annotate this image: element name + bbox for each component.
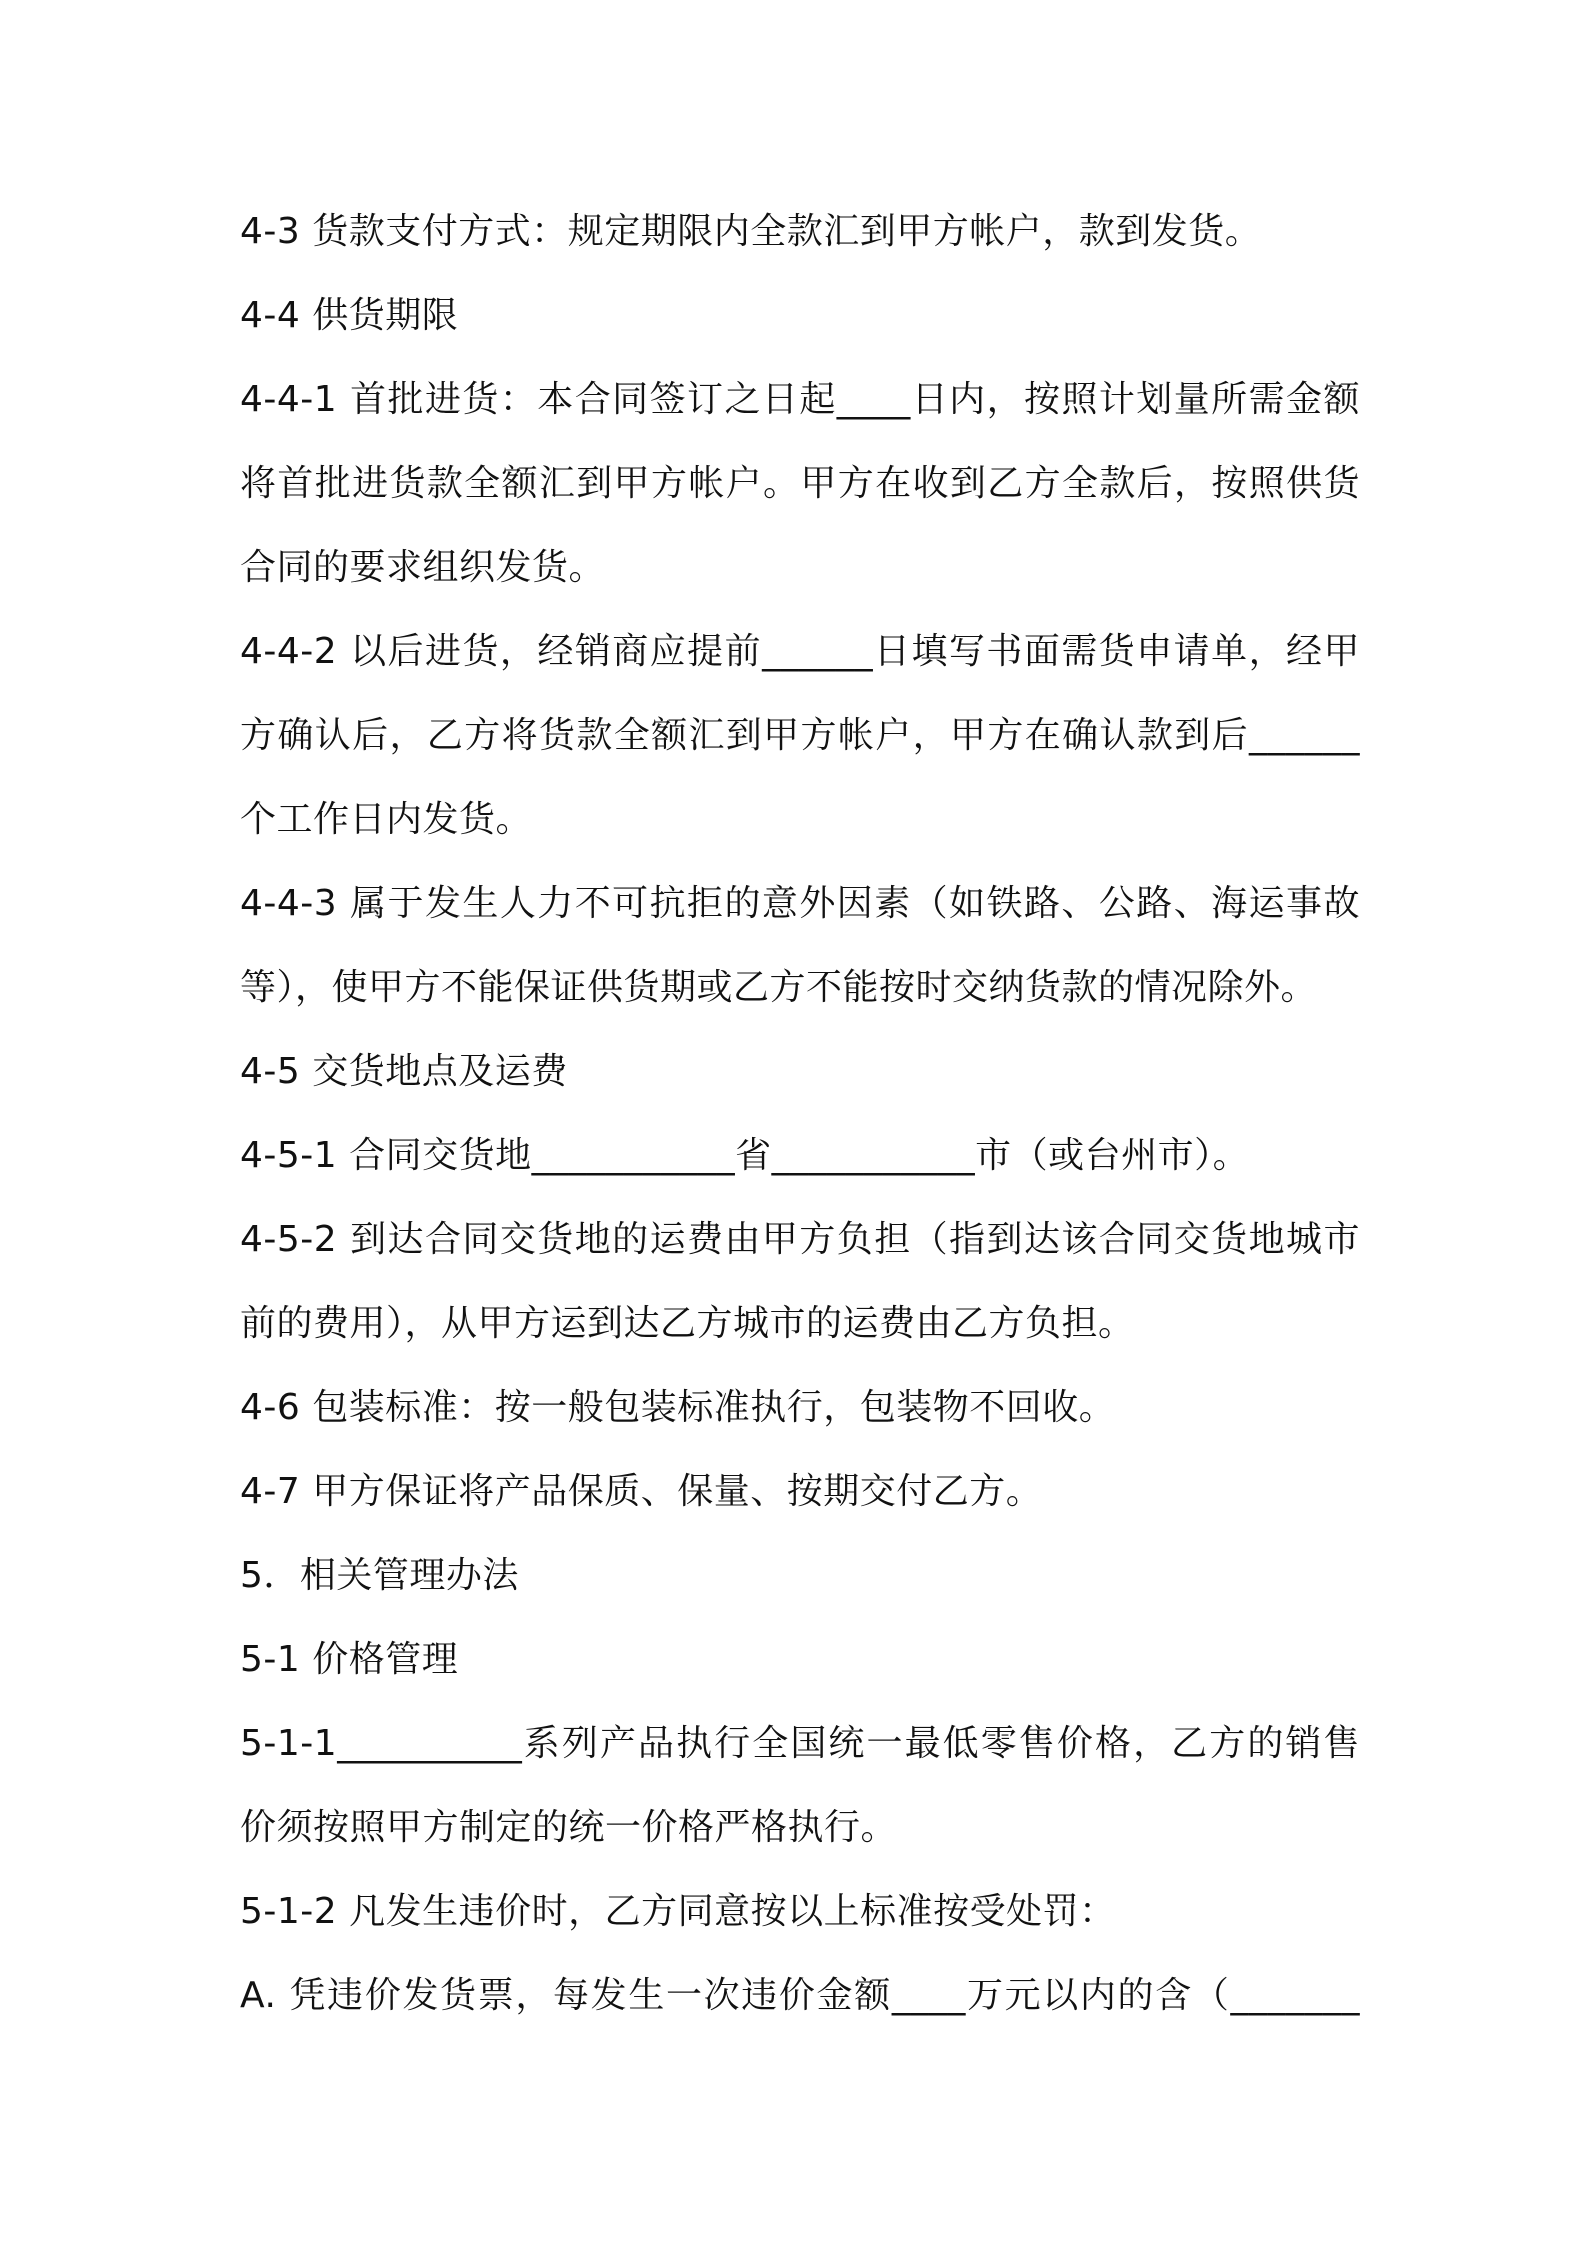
clause-4-5-2-line-1: 4-5-2 到达合同交货地的运费由甲方负担（指到达该合同交货地城市 xyxy=(240,1219,1360,1260)
clause-4-4-2-line-3: 个工作日内发货。 xyxy=(240,799,533,840)
clause-5-1-2-a: A. 凭违价发货票，每发生一次违价金额____万元以内的含（_______ xyxy=(240,1975,1360,2016)
document-body xyxy=(240,190,1360,2038)
clause-4-6: 4-6 包装标准：按一般包装标准执行，包装物不回收。 xyxy=(240,1387,1116,1428)
clause-5-1-2: 5-1-2 凡发生违价时，乙方同意按以上标准按受处罚： xyxy=(240,1891,1116,1932)
clause-4-4-3-line-1: 4-4-3 属于发生人力不可抗拒的意外因素（如铁路、公路、海运事故 xyxy=(240,883,1360,924)
clause-4-5-1: 4-5-1 合同交货地___________省___________市（或台州市）。 xyxy=(240,1135,1250,1176)
clause-4-4-1-line-2: 将首批进货款全额汇到甲方帐户。甲方在收到乙方全款后，按照供货 xyxy=(240,463,1360,504)
heading-4-4: 4-4 供货期限 xyxy=(240,295,459,336)
heading-5: 5．相关管理办法 xyxy=(240,1555,519,1596)
clause-5-1-1-line-2: 价须按照甲方制定的统一价格严格执行。 xyxy=(240,1807,898,1848)
clause-4-4-2-line-1: 4-4-2 以后进货，经销商应提前______日填写书面需货申请单，经甲 xyxy=(240,631,1360,672)
clause-4-3: 4-3 货款支付方式：规定期限内全款汇到甲方帐户，款到发货。 xyxy=(240,211,1262,252)
clause-4-4-3-line-2: 等），使甲方不能保证供货期或乙方不能按时交纳货款的情况除外。 xyxy=(240,967,1318,1008)
clause-4-4-1-line-3: 合同的要求组织发货。 xyxy=(240,547,606,588)
clause-4-4-1-line-1: 4-4-1 首批进货：本合同签订之日起____日内，按照计划量所需金额 xyxy=(240,379,1360,420)
clause-5-1-1-line-1: 5-1-1__________系列产品执行全国统一最低零售价格，乙方的销售 xyxy=(240,1723,1360,1764)
clause-4-4-2-line-2: 方确认后，乙方将货款全额汇到甲方帐户，甲方在确认款到后______ xyxy=(240,715,1360,756)
heading-4-5: 4-5 交货地点及运费 xyxy=(240,1051,568,1092)
clause-4-5-2-line-2: 前的费用），从甲方运到达乙方城市的运费由乙方负担。 xyxy=(240,1303,1135,1344)
heading-5-1: 5-1 价格管理 xyxy=(240,1639,459,1680)
clause-4-7: 4-7 甲方保证将产品保质、保量、按期交付乙方。 xyxy=(240,1471,1043,1512)
